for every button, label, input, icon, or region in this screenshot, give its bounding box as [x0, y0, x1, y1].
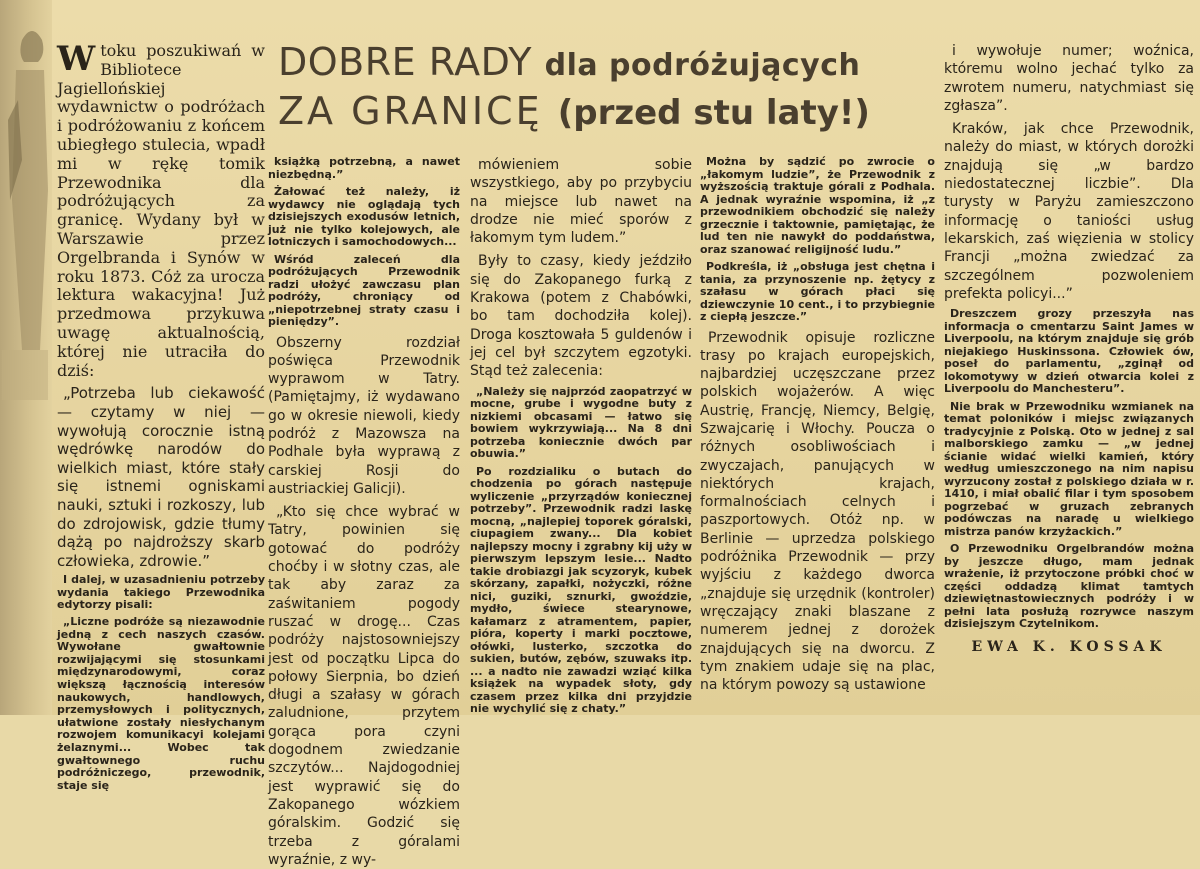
col2-p5: „Kto się chce wybrać w Tatry, powinien się gotować do podróży choćby i w słotny czas, ale tak aby zaraz za zaświtaniem pogody ruszać w drogę... Czas podróży najstosowniejszy jest od początku Lipca do połowy Sierpnia, bo dzień długi a szałasy w górach zaludnione, przytem gorąca pora czyni dogodnem zwiedzanie szczytów... Najdogodniej jest wyprawić się do Zakopanego wózkiem góralskim. Godzić się trzeba z góralami wyraźnie, z wy-: [268, 504, 460, 868]
preface-quote: „Potrzeba lub ciekawość — czytamy w niej — wywołują corocznie istną wędrówkę narodów do wielkich miast, które stały się istnemi ogniskami nauki, sztuki i rozkoszy, lub do zdrojowisk, gdzie tłumy dążą po najdroższy skarb człowieka, zdrowie.”: [57, 384, 265, 570]
col5-p1: i wywołuje numer; woźnica, któremu wolno jechać tylko za zwrotem numeru, natychmiast się zgłasza”.: [944, 43, 1194, 114]
column1-small-1: I dalej, w uzasadnieniu potrzeby wydania takiego Przewodnika edytorzy pisali:: [57, 573, 265, 612]
col2-p1: książką potrzebną, a nawet niezbędną.”: [268, 155, 460, 181]
col3-p4: Po rozdzialiku o butach do chodzenia po górach następuje wyliczenie „przyrządów koniecznej potrzeby”. Przewodnik radzi laskę mocną, „najlepiej toporek góralski, ciupagiem zwany... Dla kobiet najlepszy mocny i zgrabny kij uży w pierwszym lepszym lesie... Nadto takie drobiazgi jak scyzoryk, kubek skórzany, zapałki, nożyczki, różne nici, guziki, sznurki, gwoździe, mydło, świece stearynowe, kałamarz z atramentem, papier, pióra, koperty i marki pocztowe, ołówki, lusterko, szczotka do sukien, butów, zębów, szuwaks itp. ... a nadto nie zawadzi wziąć kilka książek na wypadek słoty, gdy czasem przez kilka dni przyjdzie nie wychylić się z chaty.”: [470, 464, 692, 716]
title-part-1: DOBRE RADY: [278, 40, 532, 84]
col5-p5: O Przewodniku Orgelbrandów można by jeszcze długo, mam jednak wrażenie, iż przytoczone próbki choć w części oddadzą klimat tamtych dziewiętnastowiecznych podróży i w pełni lata posłużą rozrywce naszym dzisiejszym Czytelnikom.: [944, 542, 1194, 631]
col5-p2: Kraków, jak chce Przewodnik, należy do miast, w których dorożki znajdują się „w bardzo niedostatecznej liczbie”. Dla turysty w Paryżu zamieszczono informację o taniości usług lekarskich, zaś więzienia w stolicy Francji „można zwiedzać za szczególnem pozwoleniem prefekta policyi...”: [944, 121, 1194, 302]
col3-p1: mówieniem sobie wszystkiego, aby po przybyciu na miejsce lub nawet na drodze nie mieć sporów z łakomym tym ludem.”: [470, 157, 692, 247]
intro-paragraph: [57, 39, 265, 380]
col2-p3: Wśród zaleceń dla podróżujących Przewodnik radzi ułożyć zawczasu plan podróży, chroniący od „niepotrzebnej straty czasu i pieniędzy”.: [268, 252, 460, 328]
column-1: [57, 39, 265, 792]
traveler-illustration: [2, 10, 48, 400]
col2-p4: Obszerny rozdział poświęca Przewodnik wyprawom w Tatry. (Pamiętajmy, iż wydawano go w okresie niewoli, kiedy podróż z Mazowsza na Podhale była wyprawą z carskiej Rosji do austriackiej Galicji).: [268, 334, 460, 497]
col3-p2: Były to czasy, kiedy jeździło się do Zakopanego furką z Krakowa (potem z Chabówki, bo tam dochodziła kolej). Droga kosztowała 5 guldenów i jej cel był szczytem egzotyki. Stąd też zalecenia:: [470, 253, 692, 380]
column1-small-2: „Liczne podróże są niezawodnie jedną z cech naszych czasów. Wywołane gwałtownie rozwijającymi się stosunkami międzynarodowymi, coraz większą łącznością interesów naukowych, handlowych, przemysłowych i politycznych, ułatwione zostały niesłychanym rozwojem komunikacyi kolejami żelaznymi... Wobec tak gwałtownego ruchu podróżniczego, przewodnik, staje się: [57, 615, 265, 792]
col5-p4: Nie brak w Przewodniku wzmianek na temat poloników i miejsc związanych tradycyjnie z Polską. Oto w jednej z sal malborskiego zamku — „w jednej ścianie widać wielki kamień, który według umieszczonego na nim napisu wyrzucony został z polskiego działa w r. 1410, i miał obalić filar i tym sposobem pogrzebać w gruzach zebranych podówczas na naradę u wielkiego mistrza panów krzyżackich.”: [944, 399, 1194, 538]
column-5: [944, 42, 1194, 712]
drop-cap: W: [57, 39, 96, 79]
col4-p1: Można by sądzić po zwrocie o „łakomym ludzie”, że Przewodnik z wyższością traktuje górali z Podhala. A jednak wyraźnie wspomina, iż „z przewodnikiem obchodzić się należy grzecznie i taktownie, pamiętając, że lud ten nie nawykł do poddaństwa, oraz szanować religijność ludu.”: [700, 155, 935, 256]
author-signature: EWA K. KOSSAK: [971, 638, 1167, 655]
column-2: [268, 155, 460, 868]
title-line-2: [278, 88, 938, 136]
col3-p3: „Należy się najprzód zaopatrzyć w mocne, grube i wygodne buty z nizkiemi obcasami — łatwo się bowiem wykrzywiają... Na 8 dni potrzeba koniecznie dwóch par obuwia.”: [470, 384, 692, 461]
col4-p3: Przewodnik opisuje rozliczne trasy po krajach europejskich, najbardziej uczęszczane przez polskich wojażerów. A więc Austrię, Francję, Niemcy, Belgię, Szwajcarię i Włochy. Poucza o różnych osobliwościach i zwyczajach, panujących w niektórych krajach, formalnościach celnych i paszportowych. Otóż np. w Berlinie — uprzedza polskiego podróżnika Przewodnik — przy wyjściu z każdego dworca „znajduje się urzędnik (kontroler) wręczający znaki blaszane z numerem jednej z dorożek znajdujących się na dworcu. Z tym znakiem udaje się na plac, na którym powozy są ustawione: [700, 329, 935, 694]
intro-text: toku poszukiwań w Bibliotece Jagiellońskiej wydawnictw o podróżach i podróżowaniu z końcem ubiegłego stulecia, wpadł mi w rękę tomik Przewodnika dla podróżujących za granicę. Wydany był w Warszawie przez Orgelbranda i Synów w roku 1873. Cóż za urocza lektura wakacyjna! Już przedmowa przykuwa uwagę aktualnością, której nie utraciła do dziś:: [57, 41, 265, 380]
column-4: [700, 156, 935, 712]
illustration-strip: [0, 0, 52, 715]
col2-p2: Żałować też należy, iż wydawcy nie oglądają tych dzisiejszych exodusów letnich, już nie tylko kolejowych, ale lotniczych i samochodowych...: [268, 185, 460, 248]
col5-p3: Dreszczem grozy przeszyła nas informacja o cmentarzu Saint James w Liverpoolu, na którym znajduje się grób niejakiego Huskinssona. Człowiek ów, poseł do parlamentu, „zginął od lokomotywy w dzień otwarcia kolei z Liverpoolu do Manchesteru”.: [944, 307, 1194, 396]
title-part-3: ZA GRANICĘ: [278, 89, 543, 133]
title-part-2: dla podróżujących: [544, 48, 861, 83]
column-3: [470, 156, 692, 716]
title-line-1: [278, 40, 938, 88]
article-title: [278, 40, 938, 136]
col4-p2: Podkreśla, iż „obsługa jest chętna i tania, za przynoszenie np. żętycy z szałasu w górach płaci się dziewczynie 10 cent., i to przybiegnie z ciepłą jeszcze.”: [700, 260, 935, 323]
title-part-4: (przed stu laty!): [557, 93, 870, 133]
